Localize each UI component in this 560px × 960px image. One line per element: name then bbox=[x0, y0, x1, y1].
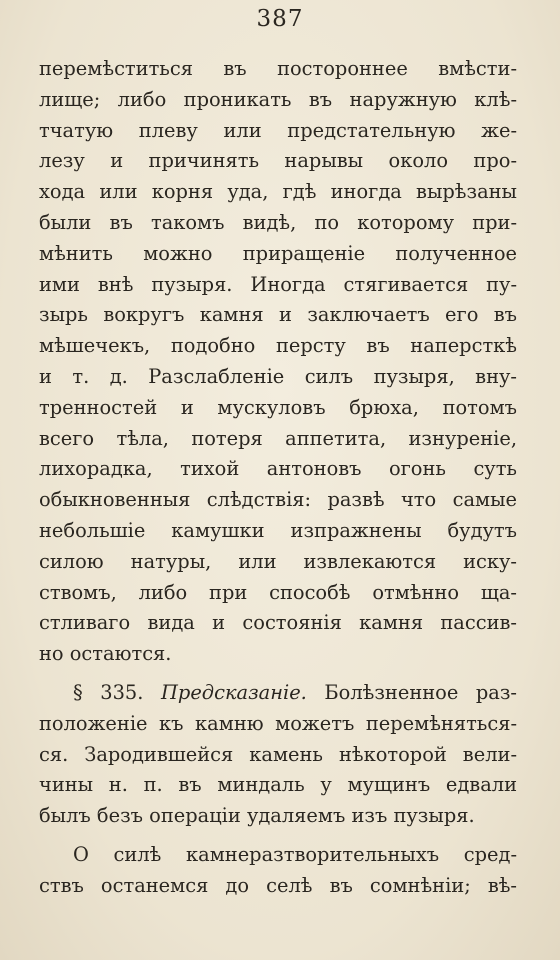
text-line: былъ безъ операціи удаляемъ изъ пузыря. bbox=[39, 804, 475, 828]
text-line: О силѣ камнеразтворительныхъ сред- bbox=[73, 842, 517, 866]
text-line: ими внѣ пузыря. Иногда стягивается пу- bbox=[39, 272, 517, 296]
section-number: § 335. bbox=[73, 680, 144, 704]
body-text bbox=[39, 54, 517, 902]
section-heading-line bbox=[39, 678, 517, 709]
text-line: лище; либо проникать въ наружную клѣ- bbox=[39, 87, 517, 111]
text-line: положеніе къ камню можетъ перемѣняться- bbox=[39, 711, 517, 735]
text-line: тчатую плеву или предстательную же- bbox=[39, 118, 517, 142]
text-line: небольшіе камушки изпражнены будутъ bbox=[39, 518, 517, 542]
text-line: всего тѣла, потеря аппетита, изнуреніе, bbox=[39, 426, 517, 450]
text-line: зырь вокругъ камня и заключаетъ его въ bbox=[39, 303, 517, 327]
text-line: ствъ останемся до селѣ въ сомнѣніи; вѣ- bbox=[39, 873, 517, 897]
text-line: перемѣститься въ постороннее вмѣсти- bbox=[39, 57, 517, 80]
text-line: ся. Зародившейся камень нѣкоторой вели- bbox=[39, 742, 517, 766]
text-line: лезу и причинять нарывы около про- bbox=[39, 149, 517, 173]
text-line: тренностей и мускуловъ брюха, потомъ bbox=[39, 395, 517, 419]
paragraph-3 bbox=[39, 840, 517, 902]
section-title: Предсказаніе. bbox=[161, 680, 307, 704]
text-line: были въ такомъ видѣ, по которому при- bbox=[39, 210, 517, 234]
text-line: но остаются. bbox=[39, 642, 172, 666]
text-line: силою натуры, или извлекаются иску- bbox=[39, 549, 517, 573]
text-line: обыкновенныя слѣдствія: развѣ что самые bbox=[39, 488, 517, 512]
text-line: лихорадка, тихой антоновъ огонь суть bbox=[39, 457, 517, 481]
text-line: чины н. п. въ миндаль у мущинъ едвали bbox=[39, 773, 517, 797]
text-line: мѣшечекъ, подобно персту въ наперсткѣ bbox=[39, 334, 517, 358]
paragraph-2 bbox=[39, 678, 517, 832]
text-fragment: Болѣзненное раз- bbox=[324, 680, 517, 704]
paragraph-1 bbox=[39, 54, 517, 670]
text-line: стливаго вида и состоянія камня пассив- bbox=[39, 611, 517, 635]
text-line: мѣнить можно приращеніе полученное bbox=[39, 241, 517, 265]
text-line: и т. д. Разслабленіе силъ пузыря, вну- bbox=[39, 364, 517, 388]
text-line: ствомъ, либо при способѣ отмѣнно ща- bbox=[39, 580, 517, 604]
page-number: 387 bbox=[256, 6, 304, 32]
text-line: хода или корня уда, гдѣ иногда вырѣзаны bbox=[39, 180, 517, 204]
